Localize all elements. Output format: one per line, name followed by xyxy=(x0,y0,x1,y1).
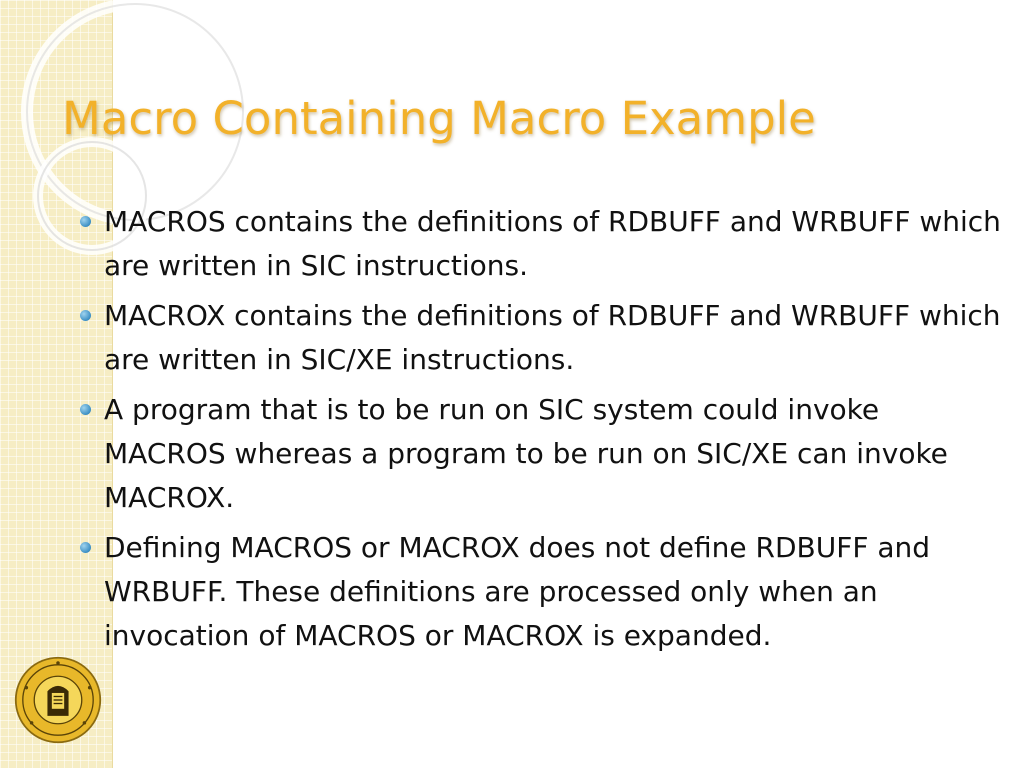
bullet-text: Defining MACROS or MACROX does not define RDBUFF and WRBUFF. These definitions are processed only when an invocation of MACROS or MACROX is expanded. xyxy=(104,531,930,652)
stmik-jakarta-seal-logo xyxy=(14,656,102,744)
bullet-text: MACROX contains the definitions of RDBUFF and WRBUFF which are written in SIC/XE instructions. xyxy=(104,299,1001,376)
bullet-text: MACROS contains the definitions of RDBUFF and WRBUFF which are written in SIC instructions. xyxy=(104,205,1001,282)
bullet-item xyxy=(74,294,1004,382)
bullet-item xyxy=(74,200,1004,288)
bullet-item xyxy=(74,388,1004,520)
bullet-text: A program that is to be run on SIC system could invoke MACROS whereas a program to be run on SIC/XE can invoke MACROX. xyxy=(104,393,948,514)
bullet-list xyxy=(74,200,1004,664)
round-bullet-icon xyxy=(80,216,91,227)
slide-title: Macro Containing Macro Example xyxy=(62,92,816,145)
round-bullet-icon xyxy=(80,404,91,415)
round-bullet-icon xyxy=(80,310,91,321)
round-bullet-icon xyxy=(80,542,91,553)
bullet-item xyxy=(74,526,1004,658)
